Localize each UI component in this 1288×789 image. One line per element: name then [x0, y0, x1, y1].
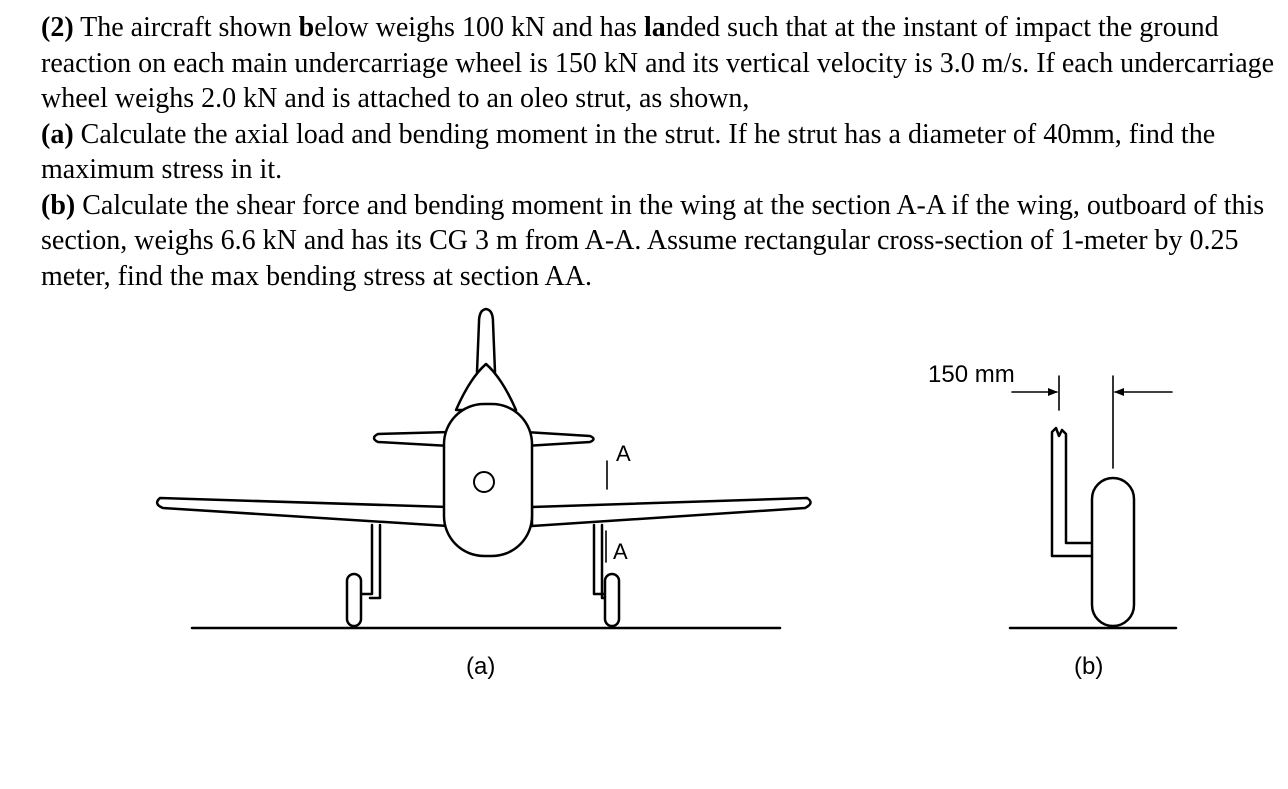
aircraft-front-view: [157, 309, 810, 628]
caption-b: (b): [1074, 653, 1104, 680]
gear-detail-view: [1010, 376, 1176, 628]
part-b-text: Calculate the shear force and bending moment in the wing at the section A-A if the wing, outboard of this section, weighs 6.6 kN and has its CG 3 m from A-A. Assume rectangular cross-section of 1-meter by 0.25 meter, find the max bending stress at section AA.: [41, 189, 1265, 292]
tailplane-left: [374, 432, 450, 446]
wing-left: [157, 498, 448, 526]
intro-text-1: The aircraft shown: [73, 12, 299, 43]
intro-text-3: nded such that at the instant of impact the ground reaction on each main undercarriage wheel is 150 kN and its vertical velocity is 3.0 m/s. If each undercarriage wheel weighs 2.0 kN and is attached to an oleo strut, as shown,: [41, 12, 1275, 114]
nose-circle: [474, 472, 494, 492]
part-a-label: (a): [41, 118, 74, 150]
dimension-label: 150 mm: [928, 361, 1015, 388]
left-gear-wheel: [347, 574, 361, 626]
problem-number: (2): [41, 12, 74, 43]
section-label-top: A: [616, 441, 631, 466]
tailplane-right: [525, 432, 594, 446]
caption-a: (a): [466, 653, 496, 680]
intro-bold-2: la: [643, 12, 666, 43]
right-gear-wheel: [605, 574, 619, 626]
intro-bold-1: b: [298, 12, 315, 43]
part-a-text: Calculate the axial load and bending moment in the strut. If he strut has a diameter of 40mm, find the maximum stress in it.: [41, 118, 1216, 185]
section-label-bottom: A: [613, 539, 628, 564]
detail-wheel: [1092, 478, 1134, 626]
wing-right: [532, 498, 811, 526]
part-b-label: (b): [41, 189, 76, 221]
vertical-fin: [477, 309, 495, 372]
left-gear-strut: [360, 525, 380, 598]
intro-text-2: elow weighs 100 kN and has: [314, 12, 644, 43]
